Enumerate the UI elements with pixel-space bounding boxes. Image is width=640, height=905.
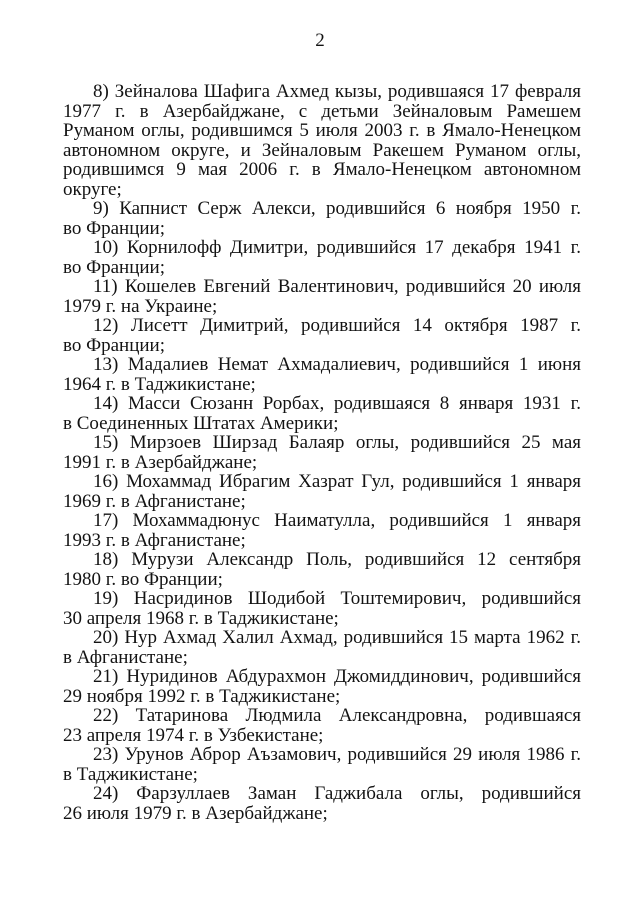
list-item: 9) Капнист Серж Алекси, родившийся 6 ноября 1950 г. во Франции; bbox=[63, 198, 581, 239]
list-item: 24) Фарзуллаев Заман Гаджибала оглы, родившийся 26 июля 1979 г. в Азербайджане; bbox=[63, 783, 581, 824]
list-item: 14) Масси Сюзанн Рорбах, родившаяся 8 января 1931 г. в Соединенных Штатах Америки; bbox=[63, 393, 581, 434]
list-item: 16) Мохаммад Ибрагим Хазрат Гул, родившийся 1 января 1969 г. в Афганистане; bbox=[63, 471, 581, 512]
page-number: 2 bbox=[315, 30, 325, 51]
list-item: 19) Насридинов Шодибой Тоштемирович, родившийся 30 апреля 1968 г. в Таджикистане; bbox=[63, 588, 581, 629]
list-item: 18) Мурузи Александр Поль, родившийся 12 сентября 1980 г. во Франции; bbox=[63, 549, 581, 590]
list-item: 13) Мадалиев Немат Ахмадалиевич, родившийся 1 июня 1964 г. в Таджикистане; bbox=[63, 354, 581, 395]
list-item: 23) Урунов Аброр Аъзамович, родившийся 29 июля 1986 г. в Таджикистане; bbox=[63, 744, 581, 785]
list-item: 17) Мохаммадюнус Наиматулла, родившийся 1 января 1993 г. в Афганистане; bbox=[63, 510, 581, 551]
list-item: 20) Нур Ахмад Халил Ахмад, родившийся 15 марта 1962 г. в Афганистане; bbox=[63, 627, 581, 668]
list-item: 21) Нуридинов Абдурахмон Джомиддинович, родившийся 29 ноября 1992 г. в Таджикистане; bbox=[63, 666, 581, 707]
list-item: 11) Кошелев Евгений Валентинович, родившийся 20 июля 1979 г. на Украине; bbox=[63, 276, 581, 317]
list-item: 10) Корнилофф Димитри, родившийся 17 декабря 1941 г. во Франции; bbox=[63, 237, 581, 278]
list-item: 12) Лисетт Димитрий, родившийся 14 октября 1987 г. во Франции; bbox=[63, 315, 581, 356]
list-of-persons bbox=[63, 82, 581, 823]
list-item: 22) Татаринова Людмила Александровна, родившаяся 23 апреля 1974 г. в Узбекистане; bbox=[63, 705, 581, 746]
list-item: 8) Зейналова Шафига Ахмед кызы, родившаяся 17 февраля 1977 г. в Азербайджане, с детьми Зейналовым Рамешем Руманом оглы, родившимся 5 июля 2003 г. в Ямало-Ненецком автономном округе, и Зейналовым Ракешем Руманом оглы, родившимся 9 мая 2006 г. в Ямало-Ненецком автономном округе; bbox=[63, 81, 581, 200]
list-item: 15) Мирзоев Ширзад Балаяр оглы, родившийся 25 мая 1991 г. в Азербайджане; bbox=[63, 432, 581, 473]
